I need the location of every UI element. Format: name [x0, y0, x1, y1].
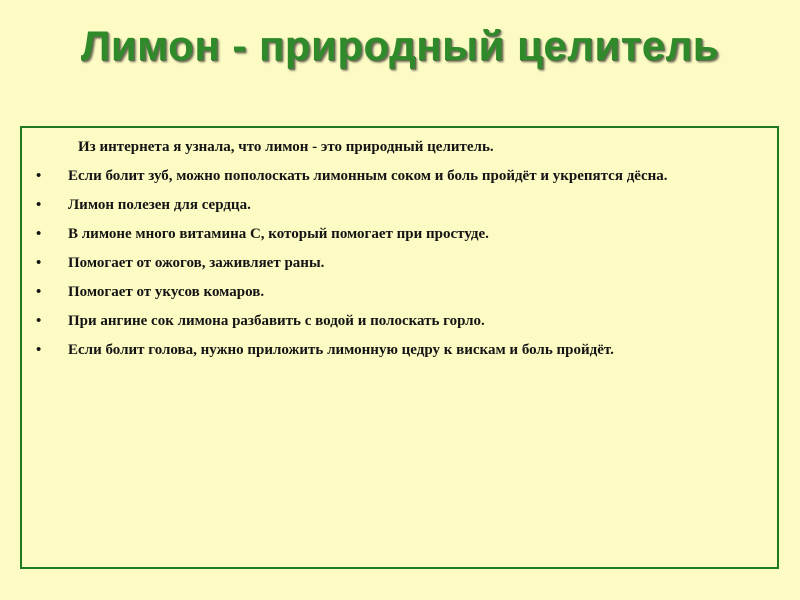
bullet-icon: • [36, 197, 42, 213]
intro-text: Из интернета я узнала, что лимон - это природный целитель. [78, 139, 494, 155]
list-item-text: Если болит голова, нужно приложить лимонную цедру к вискам и боль пройдёт. [68, 342, 614, 358]
bullet-icon: • [36, 168, 42, 184]
list-item [34, 225, 759, 244]
list-item [34, 167, 759, 186]
list-item [34, 283, 759, 302]
list-item [34, 341, 759, 360]
bullet-icon: • [36, 313, 42, 329]
bullet-icon: • [36, 255, 42, 271]
slide-title: Лимон - природный целитель [80, 22, 720, 69]
list-item [34, 196, 759, 215]
list-item-text: В лимоне много витамина С, который помогает при простуде. [68, 226, 489, 242]
list-item [34, 312, 759, 331]
list-item-text: Помогает от ожогов, заживляет раны. [68, 255, 325, 271]
bullet-list [34, 167, 759, 360]
bullet-icon: • [36, 284, 42, 300]
list-item [34, 254, 759, 273]
bullet-icon: • [36, 342, 42, 358]
list-item-text: Помогает от укусов комаров. [68, 284, 265, 300]
bullet-icon: • [36, 226, 42, 242]
list-item-text: Лимон полезен для сердца. [68, 197, 251, 213]
list-item-text: При ангине сок лимона разбавить с водой и полоскать горло. [68, 313, 485, 329]
content-box [20, 126, 779, 569]
list-item-text: Если болит зуб, можно пополоскать лимонным соком и боль пройдёт и укрепятся дёсна. [68, 168, 668, 184]
